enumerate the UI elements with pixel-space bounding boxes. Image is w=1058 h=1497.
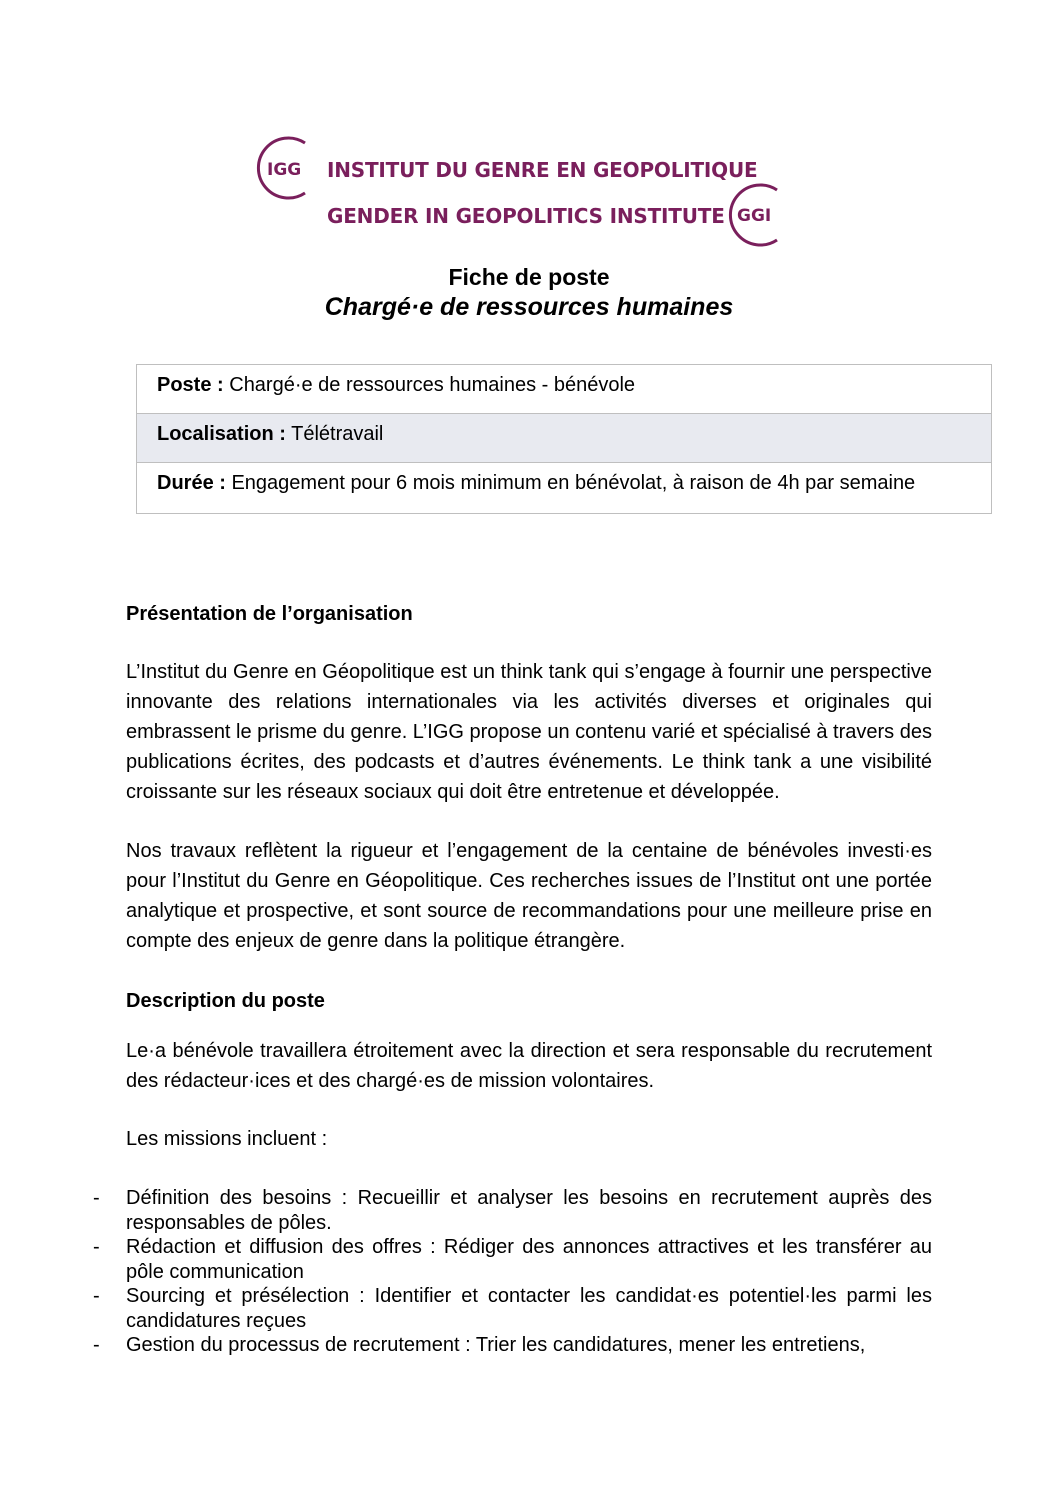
mission-text: Rédaction et diffusion des offres : Rédiger des annonces attractives et les transférer au pôle communication (126, 1236, 932, 1283)
paragraph-organisation-2: Nos travaux reflètent la rigueur et l’engagement de la centaine de bénévoles investi·es pour l’Institut du Genre en Géopolitique. Ces recherches issues de l’Institut ont une portée analytique et prospective, et sont source de recommandations pour une meilleure prise en compte des enjeux de genre dans la politique étrangère. (126, 840, 932, 952)
bullet-dash: - (93, 1236, 100, 1258)
info-row-poste (137, 365, 991, 414)
section-heading-organisation: Présentation de l’organisation (126, 603, 413, 625)
institute-logo (245, 128, 805, 260)
bullet-dash: - (93, 1285, 100, 1307)
logo-line-2: GENDER IN GEOPOLITICS INSTITUTE (327, 204, 725, 228)
logo-arc-right-icon (717, 180, 787, 250)
paragraph-description: Le·a bénévole travaillera étroitement avec la direction et sera responsable du recrutement des rédacteur·ices et des chargé·es de mission volontaires. (126, 1040, 932, 1092)
missions-intro: Les missions incluent : (126, 1128, 328, 1150)
info-label-duree: Durée : (157, 472, 226, 494)
logo-abbr-right: GGI (737, 206, 772, 226)
page-title: Fiche de poste (448, 264, 610, 290)
logo-abbr-left: IGG (267, 160, 302, 180)
page-subtitle: Chargé·e de ressources humaines (324, 293, 734, 321)
info-value-duree: Engagement pour 6 mois minimum en bénévolat, à raison de 4h par semaine (225, 472, 916, 494)
mission-text: Définition des besoins : Recueillir et analyser les besoins en recrutement auprès des responsables de pôles. (126, 1187, 932, 1234)
mission-text: Sourcing et présélection : Identifier et contacter les candidat·es potentiel·les parmi les candidatures reçues (126, 1285, 932, 1332)
info-row-localisation (137, 414, 991, 463)
info-label-poste: Poste : (157, 374, 224, 396)
info-label-localisation: Localisation : (157, 423, 286, 445)
paragraph-organisation-1: L’Institut du Genre en Géopolitique est un think tank qui s’engage à fournir une perspective innovante des relations internationales via les activités diverses et originales qui embrassent le prisme du genre. L’IGG propose un contenu varié et spécialisé à travers des publications écrites, des podcasts et d’autres événements. Le think tank a une visibilité croissante sur les réseaux sociaux qui doit être entretenue et développée. (126, 661, 932, 803)
info-value-localisation: Télétravail (285, 423, 384, 445)
mission-text: Gestion du processus de recrutement : Trier les candidatures, mener les entretiens, (126, 1334, 866, 1356)
bullet-dash: - (93, 1334, 100, 1356)
logo-line-1: INSTITUT DU GENRE EN GEOPOLITIQUE (327, 158, 758, 182)
info-row-duree (137, 463, 991, 513)
bullet-dash: - (93, 1187, 100, 1209)
section-heading-description: Description du poste (126, 990, 325, 1012)
info-value-poste: Chargé·e de ressources humaines - bénévole (223, 374, 636, 396)
job-info-table (136, 364, 992, 514)
